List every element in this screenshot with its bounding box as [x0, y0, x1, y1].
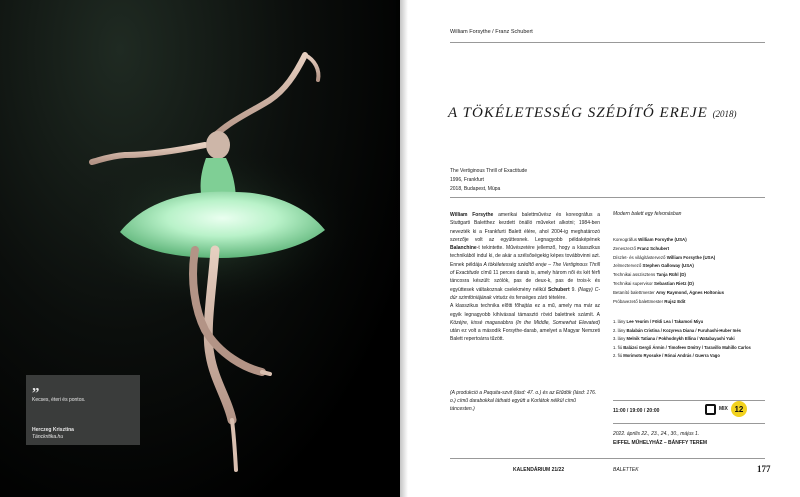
quote-text: Kecses, éteri és pontos.	[32, 397, 86, 403]
quote-source: Tánckritika.hu	[32, 434, 64, 440]
credit-role: Zeneszerző	[613, 245, 636, 251]
cast-row	[613, 335, 751, 344]
cast-row	[613, 352, 751, 361]
name-schubert: Schubert	[547, 286, 570, 293]
mix-label: MIX	[719, 406, 728, 412]
cast-names: Balázsi Gergő Ármin / Timofeev Dmitry / Taravillo Mahillo Carlos	[623, 344, 751, 350]
cast-role: 1. fiú	[613, 344, 623, 350]
footer-rule	[450, 458, 765, 459]
credit-name: Franz Schubert	[637, 245, 670, 251]
credit-row	[613, 280, 724, 289]
cast-role: 2. lány	[613, 327, 626, 333]
credit-role: Jelmeztervező	[613, 263, 642, 269]
cast-row	[613, 344, 751, 353]
cast-row	[613, 327, 751, 336]
right-page	[400, 0, 800, 497]
body-p1-b: -t tekintette. Művészetére jellemző, hogy a klasszikus technikából indul ki, de akár a szélsőségekig képes továbbvinni azt. Ennek példája	[450, 245, 600, 268]
body-p1-italic1: A tökéletesség szédítő ereje – The Vertiginous Thrill of Exactitude	[450, 261, 600, 277]
credit-row	[613, 289, 724, 298]
performance-times: 11:00 / 19:00 / 20:00	[613, 408, 660, 414]
credit-row	[613, 245, 724, 254]
credit-name: Tanja Rühl (D)	[656, 272, 686, 278]
body-p1-d: 9.	[569, 286, 578, 293]
body-p1-c: című 11 perces darab is, amely három női és két férfi táncosra készült: szólók, pas de deux-k, pas de trois-k és együttesek váltakoznak cselekmény nélkül	[450, 270, 601, 293]
dates-rule	[613, 423, 765, 424]
credit-name: Amy Raymond, Ágnes Holtonius	[655, 289, 725, 295]
credit-name: William Forsythe (USA)	[638, 237, 687, 242]
title-main: A TÖKÉLETESSÉG SZÉDÍTŐ EREJE	[448, 105, 708, 121]
page-title	[448, 105, 737, 122]
cast-role: 3. lány	[613, 336, 626, 342]
credit-name: Sebastian Rietz (D)	[654, 280, 694, 286]
credit-role: Díszlet- és világítástervező	[613, 254, 666, 260]
page-number: 177	[757, 464, 771, 474]
quote-mark-icon: „	[32, 378, 40, 394]
age-rating-badge: 12	[731, 401, 747, 417]
cast-names: Morimoto Ryosuke / Rónai András / Guerra Vago	[623, 353, 720, 359]
credit-name: Stephen Galloway (USA)	[642, 263, 694, 269]
authors-line: William Forsythe / Franz Schubert	[450, 29, 533, 35]
performance-venue: EIFFEL MŰHELYHÁZ – BÁNFFY TEREM	[613, 440, 708, 446]
credit-role: Betanító balettmester	[613, 289, 655, 295]
body-p1-italic2: (Nagy) C-dúr szimfóniájának	[450, 286, 601, 301]
body-p2-b: után ez volt a második Forsythe-darab, amelyet a Magyar Nemzeti Balett repertoárra tűzött.	[450, 328, 600, 343]
cast-names: Balabán Cristina / Kozyreva Diana / Furuhashi-Huber Inés	[626, 327, 742, 333]
cast-role: 2. fiú	[613, 353, 623, 359]
performance-dates: 2022. április 22., 23., 24., 30., május 1.	[613, 431, 700, 437]
production-note: (A produkció a Paquita-szvit (lásd: 47. o.) és az Etűdök (lásd: 176. o.) című darabokkal látható együtt a Korlátok nélkül című táncesten.)	[450, 390, 597, 412]
credit-role: Technikai asszisztens	[613, 272, 656, 278]
review-quote-box	[26, 375, 140, 445]
credit-row	[613, 254, 724, 263]
genre-subtitle: Modern balett egy felvonásban	[613, 211, 682, 217]
credit-row	[613, 236, 724, 245]
footer-section: BALETTEK	[613, 467, 639, 473]
credit-role: Koreográfus	[613, 237, 637, 242]
credit-row	[613, 298, 724, 307]
credit-row	[613, 271, 724, 280]
header-rule	[450, 42, 765, 43]
original-title: The Vertiginous Thrill of Exactitude	[450, 168, 528, 174]
meta-rule	[450, 197, 765, 198]
body-p1-a: amerikai balettművész és koreográfus a Stuttgarti Baletthez kezdett önálló műveket alkotni; 1984-ben nevezték ki a Frankfurti Balett élére, ahol 2004-ig meghatározó szerzője volt az együttesnek. Legnagyobb példaképének	[450, 212, 600, 243]
footer-kalendarium: KALENDÁRIUM 21/22	[513, 467, 565, 473]
name-forsythe: William Forsythe	[450, 212, 494, 218]
credit-role: Technikai supervisor	[613, 280, 653, 286]
cast-names: Melnik Tatiana / Pokhodnykh Ellina / Watabayashi Yuki	[626, 336, 735, 342]
body-text	[450, 211, 600, 344]
credits-list	[613, 236, 724, 306]
cast-row	[613, 318, 751, 327]
mix-logo-icon	[705, 404, 716, 415]
venue-badge	[705, 401, 747, 417]
cast-names: Lee Yeurim / Földi Lea / Takamori Miyu	[626, 319, 704, 324]
body-p2-a: A klasszikus technika előtti főhajtás ez a mű, amely ma már az egyik legnagyobb kihívással támasztó rövid balettnek számít. A	[450, 303, 600, 318]
credit-name: Rujsz Edit	[664, 298, 686, 304]
name-balanchine: Balanchine	[450, 245, 477, 252]
credit-name: William Forsythe (USA)	[666, 254, 716, 260]
body-p1-e: virtuóz és fenséges záró tételére.	[491, 294, 567, 301]
budapest-premiere: 2018, Budapest, Müpa	[450, 186, 501, 192]
credit-row	[613, 262, 724, 271]
body-p2-italic: Közéjre, kissé magasabbra (In the Middle, Somewhat Elevated)	[450, 319, 600, 326]
credit-role: Próbavezető balettmester	[613, 298, 664, 304]
title-year: (2018)	[712, 109, 737, 119]
cast-list	[613, 318, 751, 361]
premiere-info: 1996, Frankfurt	[450, 177, 484, 183]
cast-role: 1. lány	[613, 319, 626, 324]
quote-author: Herczeg Krisztina	[32, 427, 74, 433]
